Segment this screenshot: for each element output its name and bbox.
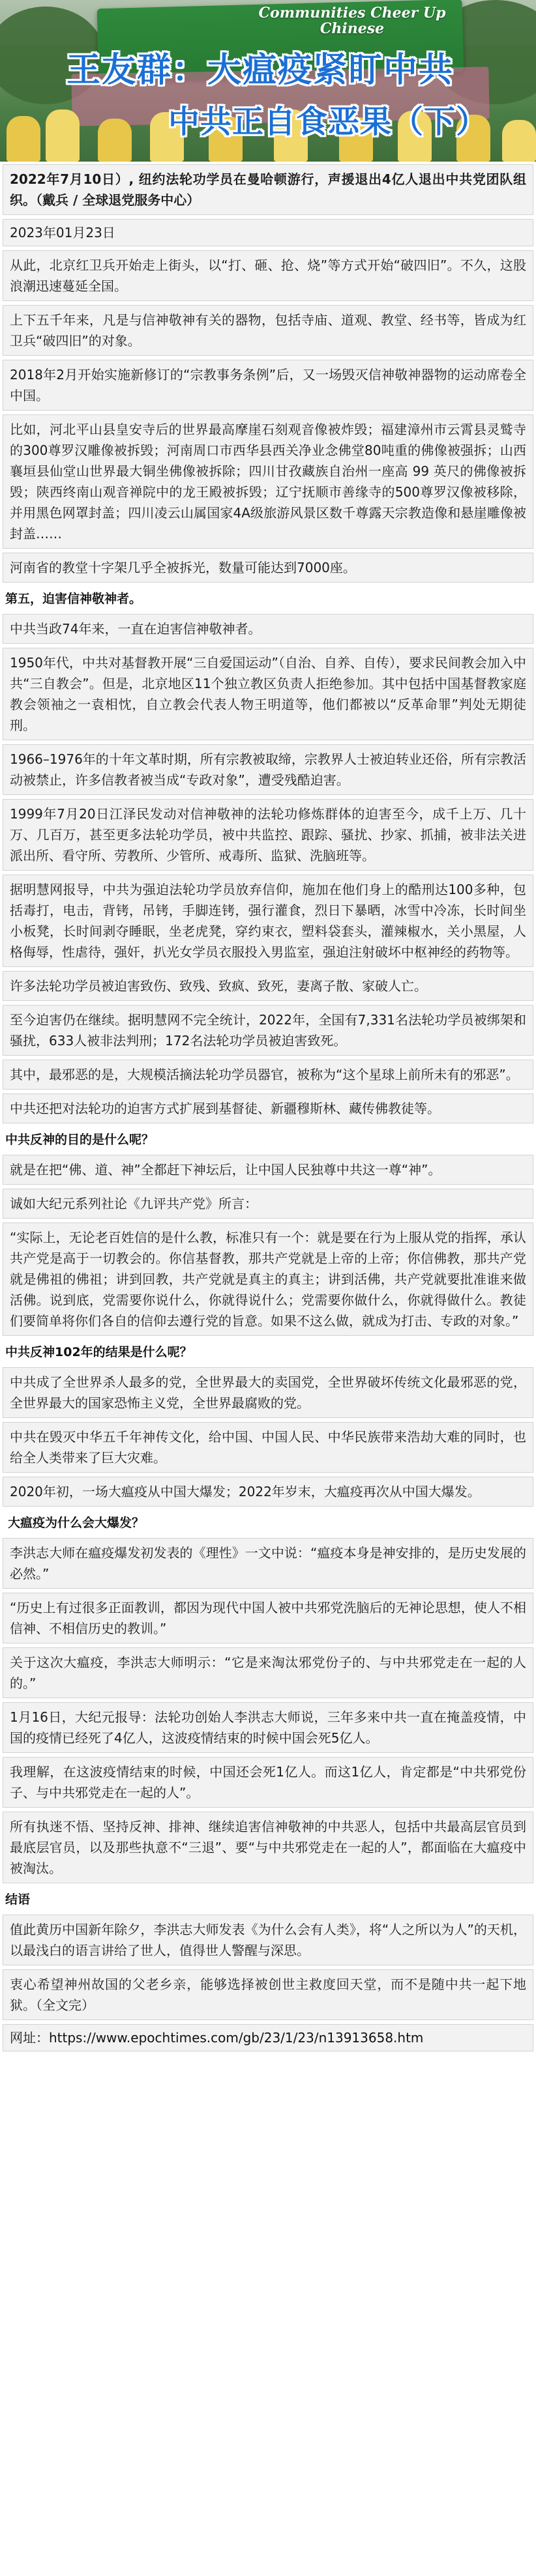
source-link-line	[3, 2024, 533, 2051]
publish-date: 2023年01月23日	[3, 219, 533, 246]
paragraph: 就是在把“佛、道、神”全都赶下神坛后，让中国人民独尊中共这一尊“神”。	[3, 1155, 533, 1185]
paragraph: 中共当政74年来，一直在迫害信神敬神者。	[3, 614, 533, 644]
paragraph: 关于这次大瘟疫，李洪志大师明示：“它是来淘汰邪党份子的、与中共邪党走在一起的人的。”	[3, 1647, 533, 1698]
quote-paragraph: “实际上，无论老百姓信的是什么教，标准只有一个：就是要在行为上服从党的指挥，承认共产党是高于一切教会的。你信基督教，那共产党就是上帝的上帝；你信佛教，那共产党就是佛祖的佛祖；讲到回教，共产党就是真主的真主；讲到活佛，共产党就要批准谁来做活佛。说到底，党需要你说什么，你就得说什么；党需要你做什么，你就得做什么。教徒们要简单将你们各自的信仰去遵行党的旨意。如果不这么做，就成为打击、专政的对象。”	[3, 1223, 533, 1336]
paragraph: 李洪志大师在瘟疫爆发初发表的《理性》一文中说：“瘟疫本身是神安排的，是历史发展的必然。”	[3, 1538, 533, 1589]
section-heading: 结语	[5, 1892, 31, 1907]
paragraph: 2018年2月开始实施新修订的“宗教事务条例”后，又一场毁灭信神敬神器物的运动席卷全中国。	[3, 360, 533, 411]
paragraph: 上下五千年来，凡是与信神敬神有关的器物，包括寺庙、道观、教堂、经书等，皆成为红卫兵“破四旧”的对象。	[3, 305, 533, 356]
section-heading: 中共反神102年的结果是什么呢？	[5, 1345, 192, 1359]
section-heading: 第五，迫害信神敬神者。	[5, 592, 142, 606]
paragraph: 中共成了全世界杀人最多的党，全世界最大的卖国党，全世界破坏传统文化最邪恶的党，全世界最大的国家恐怖主义党，全世界最腐败的党。	[3, 1367, 533, 1418]
paragraph: 其中，最邪恶的是，大规模活摘法轮功学员器官，被称为“这个星球上前所未有的邪恶”。	[3, 1060, 533, 1090]
section-heading: 中共反神的目的是什么呢？	[5, 1133, 155, 1147]
paragraph: 许多法轮功学员被迫害致伤、致残、致疯、致死，妻离子散、家破人亡。	[3, 971, 533, 1001]
hero-person	[7, 116, 40, 162]
article-body	[0, 162, 536, 2051]
paragraph: 据明慧网报导，中共为强迫法轮功学员放弃信仰，施加在他们身上的酷刑达100多种，包括毒打，电击，背铐，吊铐，手脚连铐，强行灌食，烈日下暴晒，冰雪中冷冻，长时间坐小板凳，长时间剥夺睡眠，坐老虎凳，穿约束衣，塑料袋套头，灌辣椒水，关小黑屋，人格侮辱，性虐待，强奸，扒光女学员衣服投入男监室，强迫注射破坏中枢神经的药物等。	[3, 875, 533, 967]
paragraph: “历史上有过很多正面教训，都因为现代中国人被中共邪党洗脑后的无神论思想，使人不相信神、不相信历史的教训。”	[3, 1593, 533, 1643]
paragraph: 中共在毁灭中华五千年神传文化，给中国、中国人民、中华民族带来浩劫大难的同时，也给全人类带来了巨大灾难。	[3, 1422, 533, 1473]
paragraph: 比如，河北平山县皇安寺后的世界最高摩崖石刻观音像被炸毁；福建漳州市云霄县灵鹫寺的300尊罗汉雕像被拆毁；河南周口市西华县西关净业念佛堂80吨重的佛像被强拆；山西襄垣县仙堂山世界最大铜坐佛像被拆除；四川甘孜藏族自治州一座高 99 英尺的佛像被拆毁；陕西终南山观音禅院中的龙王殿被拆毁；辽宁抚顺市善缘寺的500尊罗汉像被移除，并用黑色网罩封盖；四川凌云山属国家4A级旅游风景区数千尊露天宗教造像和悬崖雕像被封盖……	[3, 414, 533, 549]
hero-person	[46, 109, 80, 162]
hero-title: 王友群：大瘟疫紧盯中共	[67, 51, 454, 90]
hero-image	[0, 0, 536, 162]
paragraph: 至今迫害仍在继续。据明慧网不完全统计，2022年，全国有7,331名法轮功学员被绑架和骚扰，633人被非法判刑；172名法轮功学员被迫害致死。	[3, 1005, 533, 1056]
paragraph: 2020年初，一场大瘟疫从中国大爆发；2022年岁末，大瘟疫再次从中国大爆发。	[3, 1477, 533, 1507]
hero-banner-text: Communities Cheer Up Chinese	[258, 5, 446, 37]
hero-person	[502, 120, 536, 162]
paragraph: 值此黄历中国新年除夕，李洪志大师发表《为什么会有人类》，将“人之所以为人”的天机，以最浅白的语言讲给了世人，值得世人警醒与深思。	[3, 1915, 533, 1965]
hero-subtitle: 中共正自食恶果（下）	[168, 104, 488, 140]
paragraph: 诚如大纪元系列社论《九评共产党》所言：	[3, 1189, 533, 1219]
paragraph: 我理解，在这波疫情结束的时候，中国还会死1亿人。而这1亿人，肯定都是“中共邪党份子、与中共邪党走在一起的人”。	[3, 1757, 533, 1808]
section-heading: 大瘟疫为什么会大爆发？	[8, 1516, 145, 1530]
paragraph: 从此，北京红卫兵开始走上街头，以“打、砸、抢、烧”等方式开始“破四旧”。不久，这股浪潮迅速蔓延全国。	[3, 250, 533, 301]
paragraph: 1月16日，大纪元报导：法轮功创始人李洪志大师说，三年多来中共一直在掩盖疫情，中国的疫情已经死了4亿人，这波疫情结束的时候中国会死5亿人。	[3, 1702, 533, 1753]
photo-caption: 2022年7月10日）, 纽约法轮功学员在曼哈顿游行，声援退出4亿人退出中共党团队组织。（戴兵 / 全球退党服务中心）	[3, 164, 533, 215]
hero-person	[98, 119, 132, 162]
source-link[interactable]: https://www.epochtimes.com/gb/23/1/23/n13913658.htm	[49, 2030, 424, 2046]
paragraph: 1999年7月20日江泽民发动对信神敬神的法轮功修炼群体的迫害至今，成千上万、几十万、几百万，甚至更多法轮功学员，被中共监控、跟踪、骚扰、抄家、抓捕，被非法关进派出所、看守所、劳教所、少管所、戒毒所、监狱、洗脑班等。	[3, 799, 533, 871]
paragraph: 中共还把对法轮功的迫害方式扩展到基督徒、新疆穆斯林、藏传佛教徒等。	[3, 1093, 533, 1123]
source-link-prefix: 网址：	[10, 2030, 49, 2046]
paragraph: 衷心希望神州故国的父老乡亲，能够选择被创世主救度回天堂，而不是随中共一起下地狱。（全文完）	[3, 1969, 533, 2020]
paragraph: 所有执迷不悟、坚持反神、排神、继续追害信神敬神的中共恶人，包括中共最高层官员到最底层官员，以及那些执意不“三退”、要“与中共邪党走在一起的人”，都面临在大瘟疫中被淘汰。	[3, 1812, 533, 1883]
paragraph: 1950年代，中共对基督教开展“三自爱国运动”（自治、自养、自传），要求民间教会加入中共“三自教会”。但是，北京地区11个独立教区负责人拒绝参加。其中包括中国基督教家庭教会领袖之一袁相忱，自立教会代表人物王明道等，他们都被以“反革命罪”判处无期徒刑。	[3, 648, 533, 740]
paragraph: 河南省的教堂十字架几乎全被拆光，数量可能达到7000座。	[3, 553, 533, 583]
paragraph: 1966–1976年的十年文革时期，所有宗教被取缔，宗教界人士被迫转业还俗，所有宗教活动被禁止，许多信教者被当成“专政对象”，遭受残酷迫害。	[3, 744, 533, 795]
